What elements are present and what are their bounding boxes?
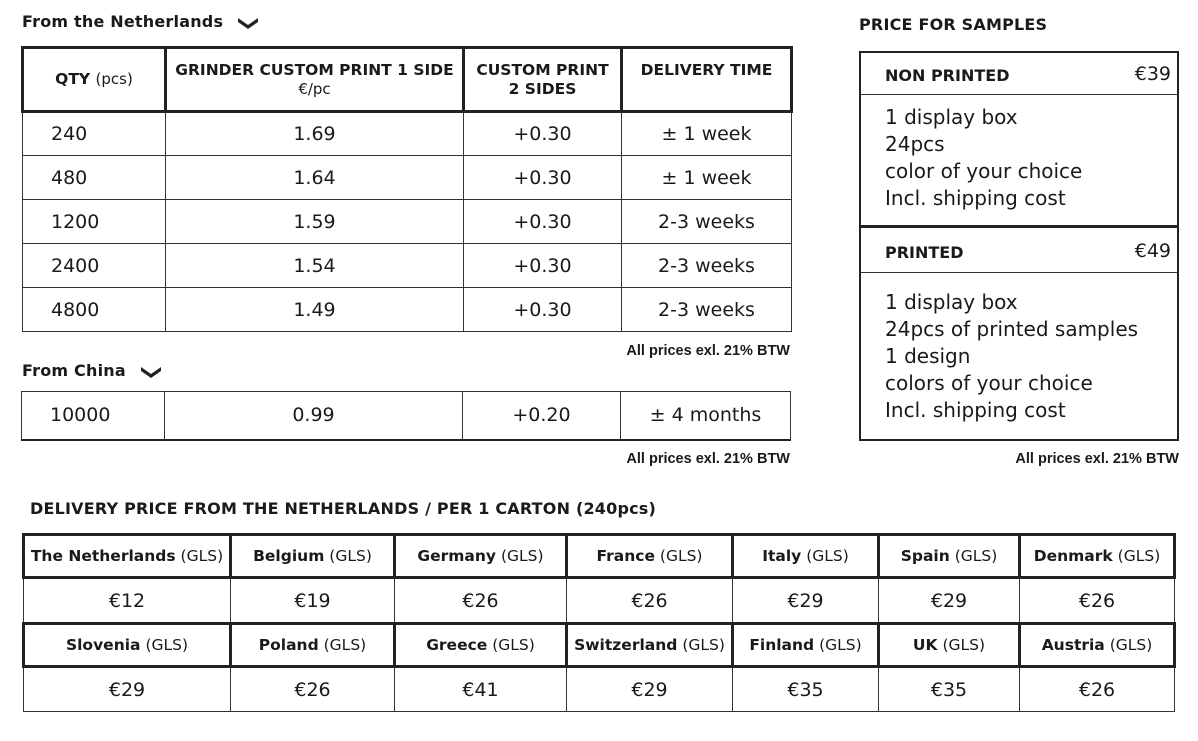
- delivery-country-row: [24, 624, 1175, 667]
- table-row: 480 1.64 +0.30 ± 1 week: [23, 156, 792, 200]
- china-section-title: From China: [22, 361, 162, 380]
- price-cell: €26: [567, 578, 733, 624]
- country-cell: UK (GLS): [879, 624, 1020, 667]
- delivery-time-header: DELIVERY TIME: [622, 48, 792, 112]
- country-cell: Germany (GLS): [395, 535, 567, 578]
- netherlands-price-note: All prices exl. 21% BTW: [626, 343, 790, 359]
- non-printed-label: NON PRINTED: [885, 66, 1010, 85]
- list-item: Incl. shipping cost: [885, 398, 1066, 422]
- printed-price: €49: [1134, 240, 1171, 262]
- table-row: 1200 1.59 +0.30 2-3 weeks: [23, 200, 792, 244]
- print-two-sides-header: CUSTOM PRINT 2 SIDES: [464, 48, 622, 112]
- table-row: 240 1.69 +0.30 ± 1 week: [23, 112, 792, 156]
- country-cell: France (GLS): [567, 535, 733, 578]
- delivery-price-table: [22, 533, 1176, 712]
- list-item: 1 display box: [885, 290, 1018, 314]
- china-price-table: [21, 391, 791, 441]
- price-cell: €35: [879, 667, 1020, 712]
- non-printed-price: €39: [1134, 63, 1171, 85]
- table-row: 4800 1.49 +0.30 2-3 weeks: [23, 288, 792, 332]
- list-item: color of your choice: [885, 159, 1083, 183]
- list-item: 1 display box: [885, 105, 1018, 129]
- country-cell: Greece (GLS): [395, 624, 567, 667]
- country-cell: Slovenia (GLS): [24, 624, 231, 667]
- samples-section-title: PRICE FOR SAMPLES: [859, 15, 1048, 34]
- list-item: 24pcs: [885, 132, 945, 156]
- country-cell: Austria (GLS): [1020, 624, 1175, 667]
- price-cell: €35: [733, 667, 879, 712]
- qty-header: QTY (pcs): [23, 48, 166, 112]
- list-item: colors of your choice: [885, 371, 1093, 395]
- list-item: 1 design: [885, 344, 971, 368]
- country-cell: Poland (GLS): [231, 624, 395, 667]
- non-printed-list: [885, 104, 1082, 212]
- samples-price-note: All prices exl. 21% BTW: [1015, 451, 1179, 467]
- table-header-row: [23, 48, 792, 112]
- chevron-down-icon[interactable]: [140, 365, 162, 379]
- china-price-note: All prices exl. 21% BTW: [626, 451, 790, 467]
- price-cell: €19: [231, 578, 395, 624]
- country-cell: Switzerland (GLS): [567, 624, 733, 667]
- delivery-price-row: [24, 667, 1175, 712]
- printed-header: [861, 228, 1177, 273]
- country-cell: Italy (GLS): [733, 535, 879, 578]
- price-cell: €26: [1020, 578, 1175, 624]
- netherlands-section-title: From the Netherlands: [22, 12, 259, 31]
- price-cell: €29: [733, 578, 879, 624]
- country-cell: Finland (GLS): [733, 624, 879, 667]
- price-cell: €29: [879, 578, 1020, 624]
- table-row: 2400 1.54 +0.30 2-3 weeks: [23, 244, 792, 288]
- table-row: 10000 0.99 +0.20 ± 4 months: [22, 392, 791, 440]
- netherlands-price-table: [21, 46, 793, 332]
- delivery-section-title: DELIVERY PRICE FROM THE NETHERLANDS / PER 1 CARTON (240pcs): [30, 499, 657, 518]
- price-cell: €29: [567, 667, 733, 712]
- price-cell: €29: [24, 667, 231, 712]
- country-cell: Belgium (GLS): [231, 535, 395, 578]
- price-cell: €41: [395, 667, 567, 712]
- delivery-country-row: [24, 535, 1175, 578]
- price-cell: €26: [395, 578, 567, 624]
- country-cell: Denmark (GLS): [1020, 535, 1175, 578]
- printed-label: PRINTED: [885, 243, 964, 262]
- non-printed-header: [861, 53, 1177, 95]
- printed-list: [885, 289, 1138, 424]
- list-item: 24pcs of printed samples: [885, 317, 1139, 341]
- print-one-side-header: GRINDER CUSTOM PRINT 1 SIDE €/pc: [166, 48, 464, 112]
- country-cell: The Netherlands (GLS): [24, 535, 231, 578]
- country-cell: Spain (GLS): [879, 535, 1020, 578]
- samples-box: [859, 51, 1179, 441]
- list-item: Incl. shipping cost: [885, 186, 1066, 210]
- price-cell: €12: [24, 578, 231, 624]
- price-cell: €26: [231, 667, 395, 712]
- chevron-down-icon[interactable]: [237, 16, 259, 30]
- price-cell: €26: [1020, 667, 1175, 712]
- delivery-price-row: [24, 578, 1175, 624]
